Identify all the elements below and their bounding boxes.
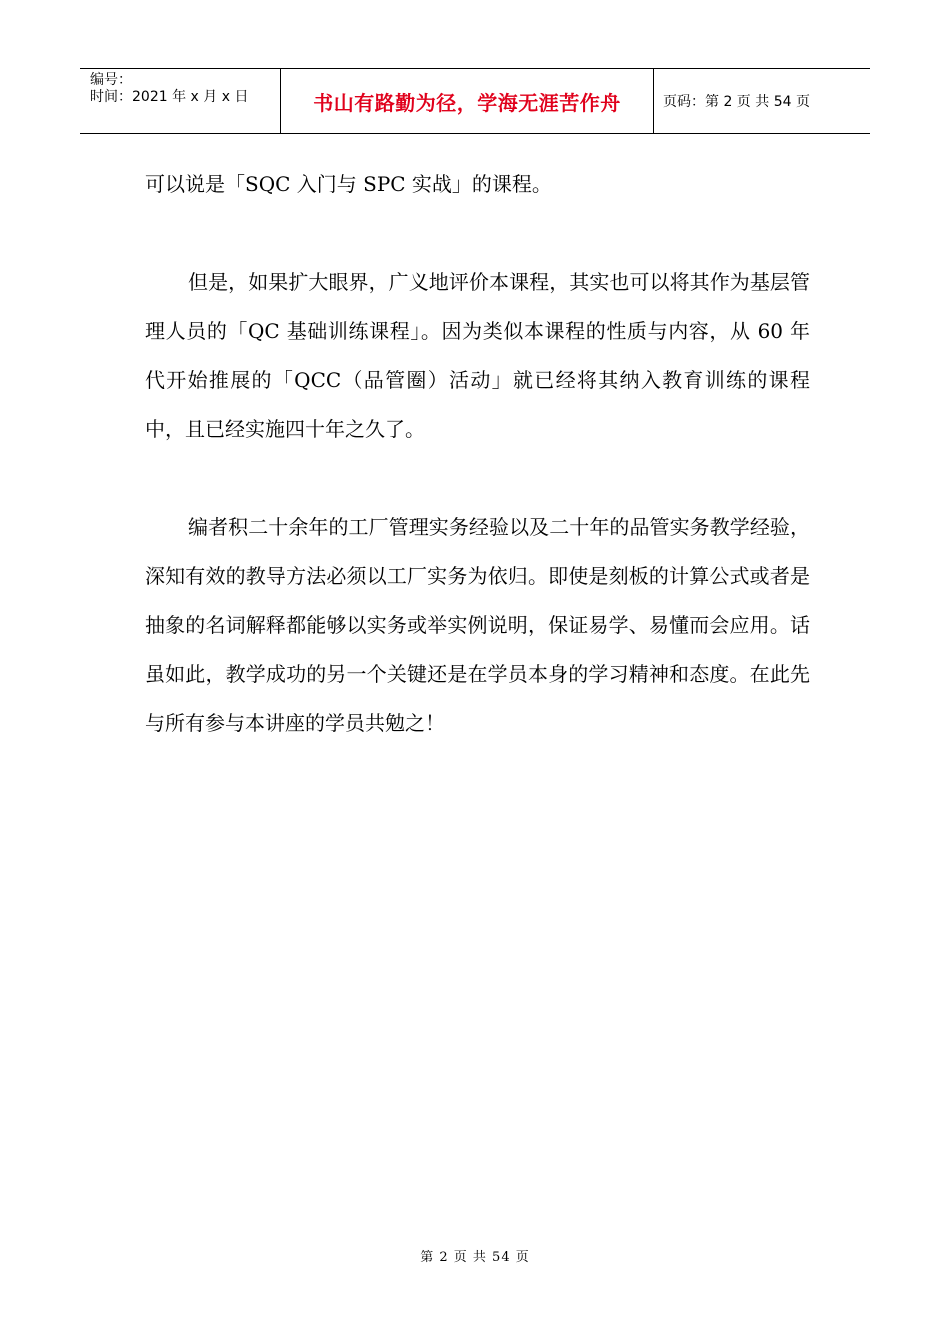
header-page-info: 页码：第 2 页 共 54 页 [663,94,810,110]
document-body [145,160,810,748]
page-header [80,68,870,134]
paragraph: 编者积二十余年的工厂管理实务经验以及二十年的品管实务教学经验，深知有效的教导方法必须以工厂实务为依归。即使是刻板的计算公式或者是抽象的名词解释都能够以实务或举实例说明，保证易学、易懂而会应用。话虽如此，教学成功的另一个关键还是在学员本身的学习精神和态度。在此先与所有参与本讲座的学员共勉之！ [145,515,810,735]
page-footer: 第 2 页 共 54 页 [420,1250,530,1265]
paragraph-continuation: 可以说是「SQC 入门与 SPC 实战」的课程。 [145,172,552,196]
document-number-label: 编号： [90,72,132,88]
header-meta-cell [80,69,281,133]
paragraph: 但是，如果扩大眼界，广义地评价本课程，其实也可以将其作为基层管理人员的「QC 基础训练课程」。因为类似本课程的性质与内容，从 60 年代开始推展的「QCC（品管圈）活动」就已经将其纳入教育训练的课程中，且已经实施四十年之久了。 [145,270,810,441]
header-slogan: 书山有路勤为径，学海无涯苦作舟 [281,69,654,133]
document-date: 时间：2021 年 x 月 x 日 [90,89,249,105]
